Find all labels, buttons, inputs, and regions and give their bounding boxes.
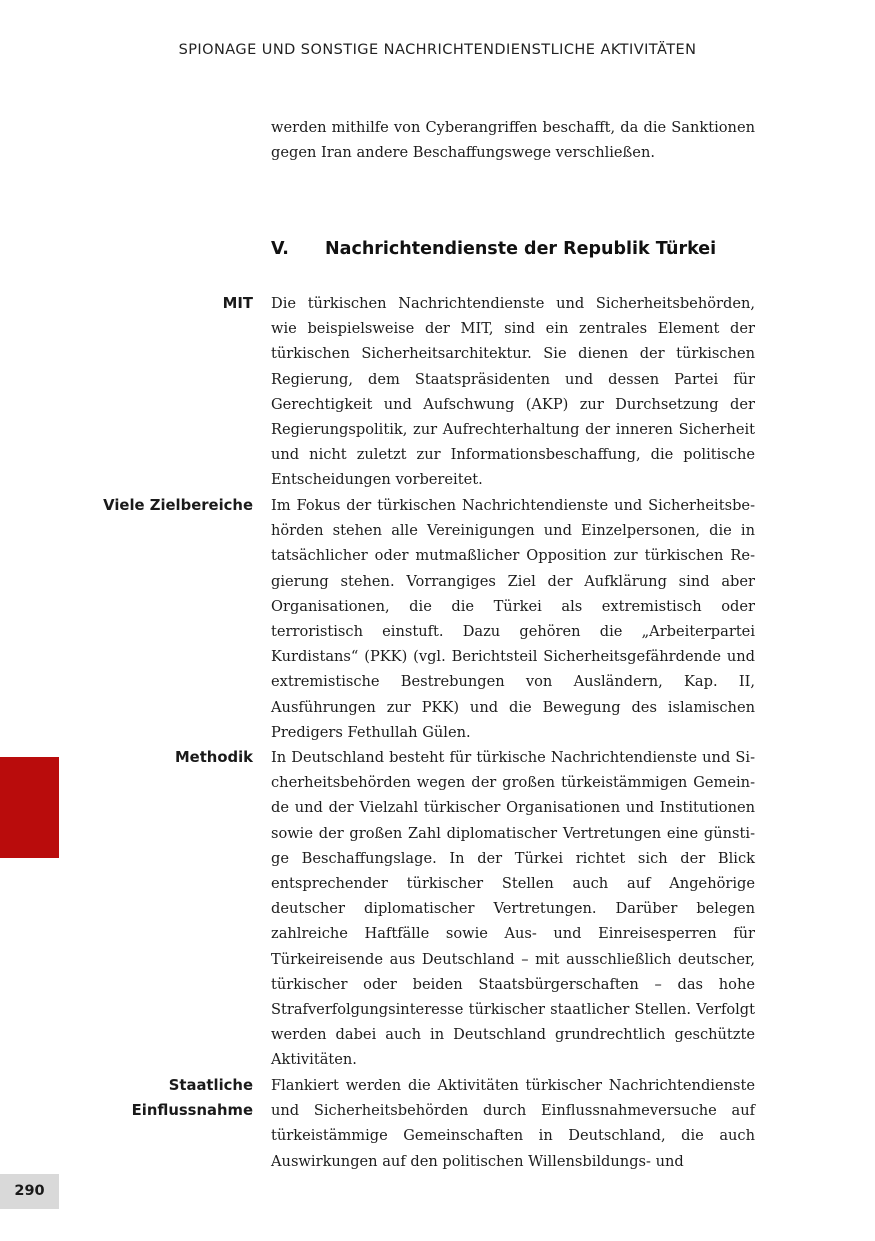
margin-label-zielbereiche: Viele Zielbereiche: [103, 497, 253, 514]
section-title: Nachrichtendienste der Republik Türkei: [325, 239, 717, 259]
margin-label-methodik: Methodik: [174, 749, 253, 766]
margin-label-line: Staatliche: [168, 1077, 253, 1094]
chapter-tab-marker: [0, 757, 59, 858]
paragraph-mit: Die türkischen Nachrichtendienste und Sicherheitsbehörden, wie beispielsweise der MIT, sind ein zentrales Element der türkischen Sicherheitsarchitektur. Sie dienen der türkischen Regierung, dem Staatspräsidenten und dessen Partei für Gerechtigkeit und Aufschwung (AKP) zur Durchsetzung der Regierungspolitik, zur Aufrechterhaltung der inneren Sicherheit und nicht zuletzt zur Informationsbeschaffung, die politische Entscheidungen vorbereitet.: [271, 295, 755, 489]
section-heading: [271, 239, 716, 259]
margin-label-line: Einflussnahme: [131, 1102, 253, 1120]
paragraph-methodik: In Deutschland besteht für türkische Nachrichtendienste und Sicherheitsbehörden wegen der großen türkeistämmigen Gemeinde und der Vielzahl türkischer Organisationen und Institutionen sowie der großen Zahl diplomatischer Vertretungen eine günstige Beschaffungslage. In der Türkei richtet sich der Blick entsprechender türkischer Stellen auch auf Angehörige deutscher diplomatischer Vertretungen. Darüber belegen zahlreiche Haftfälle sowie Aus- und Einreisesperren für Türkeireisende aus Deutschland – mit ausschließlich deutscher, türkischer oder beiden Staatsbürgerschaften – das hohe Strafverfolgungsinteresse türkischer staatlicher Stellen. Verfolgt werden dabei auch in Deutschland grundrechtlich geschützte Aktivitäten.: [271, 749, 755, 1069]
paragraph-zielbereiche: Im Fokus der türkischen Nachrichtendienste und Sicherheitsbehörden stehen alle Vereinigungen und Einzelpersonen, die in tatsächlicher oder mutmaßlicher Opposition zur türkischen Regierung stehen. Vorrangiges Ziel der Aufklärung sind aber Organisationen, die die Türkei als extremistisch oder terroristisch einstuft. Dazu gehören die „Arbeiterpartei Kurdistans“ (PKK) (vgl. Berichtsteil Sicherheitsgefährdende und extremistische Bestrebungen von Ausländern, Kap. II, Ausführungen zur PKK) und die Bewegung des islamischen Predigers Fethullah Gülen.: [271, 497, 755, 741]
margin-label-mit: MIT: [222, 295, 253, 312]
paragraph-einflussnahme: Flankiert werden die Aktivitäten türkischer Nachrichtendienste und Sicherheitsbehörden durch Einflussnahmeversuche auf türkeistämmige Gemeinschaften in Deutschland, die auch Auswirkungen auf den politischen Willensbildungs- und: [271, 1077, 755, 1170]
running-head: SPIONAGE UND SONSTIGE NACHRICHTENDIENSTLICHE AKTIVITÄTEN: [178, 42, 697, 58]
intro-paragraph: werden mithilfe von Cyberangriffen beschafft, da die Sanktionen gegen Iran andere Beschaffungswege verschließen.: [271, 119, 755, 162]
margin-label-einflussnahme: [33, 1073, 253, 1123]
page-number: 290: [0, 1174, 59, 1209]
section-number: V.: [271, 239, 289, 259]
